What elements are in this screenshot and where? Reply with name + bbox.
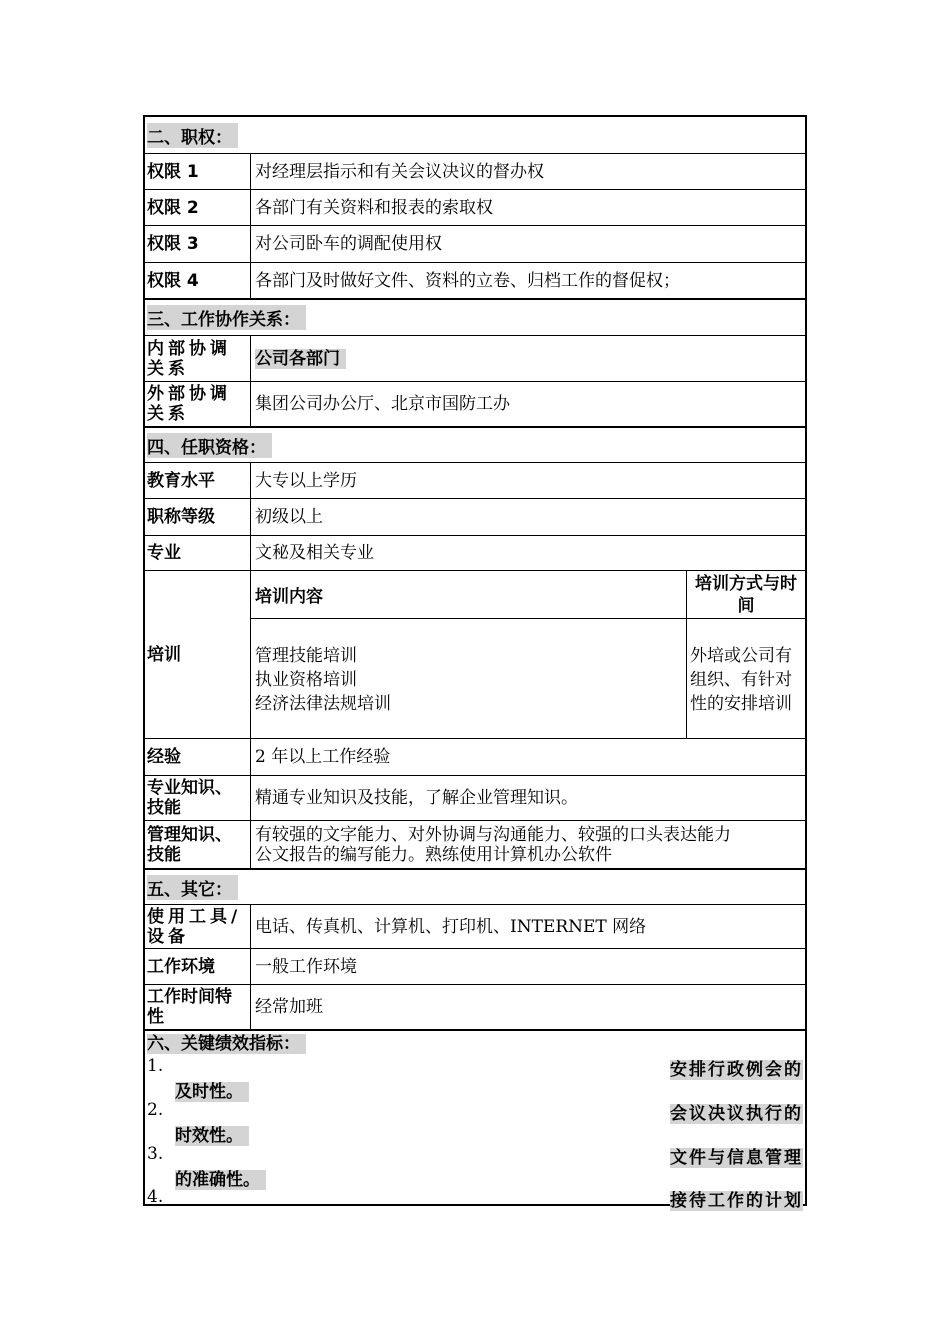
kpi-text: 文件与信息管理 [670,1148,803,1168]
section-header-powers [145,117,805,153]
qual-label: 培训 [145,571,251,738]
qual-value: 2 年以上工作经验 [255,747,391,767]
training-method-header: 培训方式与时间 [687,571,805,619]
qual-value: 精通专业知识及技能，了解企业管理知识。 [255,788,578,808]
power-label: 权限 2 [145,190,251,225]
power-value: 对经理层指示和有关会议决议的督办权 [255,161,544,182]
relation-label: 外部协调关系 [145,382,251,426]
power-row-2 [145,189,805,225]
kpi-number: 4. [147,1187,164,1207]
power-row-3 [145,225,805,262]
qual-label: 教育水平 [145,463,251,498]
qual-value: 有较强的文字能力、对外协调与沟通能力、较强的口头表达能力 公文报告的编写能力。熟练使用计算机办公软件 [255,825,731,865]
section-title-kpi: 六、关键绩效指标： [147,1033,306,1055]
relation-row-internal [145,335,805,381]
training-method: 外培或公司有组织、有针对性的安排培训 [690,646,792,714]
relation-label: 内部协调关系 [145,336,251,381]
other-value: 电话、传真机、计算机、打印机、INTERNET 网络 [255,916,647,937]
other-row-environment [145,948,805,984]
other-label: 工作时间特性 [145,985,251,1029]
training-item: 执业资格培训 [255,670,357,690]
kpi-number: 1. [147,1056,164,1076]
section-title: 四、任职资格： [147,433,272,458]
kpi-continuation: 及时性。 [175,1077,249,1102]
qual-value: 初级以上 [255,507,323,527]
relation-row-external [145,381,805,426]
training-items [251,619,687,738]
other-value: 经常加班 [255,997,323,1017]
qual-label: 专业知识、技能 [145,776,251,820]
kpi-text: 会议决议执行的 [670,1104,803,1124]
relation-value: 公司各部门 [251,336,805,381]
other-row-hours [145,984,805,1029]
power-value: 对公司卧车的调配使用权 [255,234,442,254]
other-label: 使用工具/设备 [145,905,251,948]
qual-row-experience [145,738,805,775]
qual-value: 文秘及相关专业 [255,543,374,563]
power-value: 各部门及时做好文件、资料的立卷、归档工作的督促权； [255,270,680,291]
kpi-text: 安排行政例会的 [670,1060,803,1080]
section-header-relations [145,298,805,335]
qual-row-training [145,570,805,738]
qual-row-pro-skill [145,775,805,820]
qual-value: 大专以上学历 [255,470,357,491]
training-content-header: 培训内容 [251,571,687,619]
qual-label: 专业 [145,536,251,570]
power-row-1 [145,153,805,189]
section-header-qualifications [145,426,805,462]
qual-row-title [145,498,805,535]
section-header-other [145,868,805,904]
training-grid [251,571,805,738]
qual-label: 职称等级 [145,499,251,535]
kpi-continuation: 时效性。 [175,1121,249,1146]
power-label: 权限 1 [145,154,251,189]
section-title: 五、其它： [147,875,238,900]
other-value: 一般工作环境 [255,956,357,977]
kpi-number: 2. [147,1100,164,1120]
kpi-text: 接待工作的计划 [670,1191,803,1211]
relation-value: 集团公司办公厅、北京市国防工办 [255,394,510,414]
kpi-continuation: 的准确性。 [175,1165,266,1190]
section-title: 三、工作协作关系： [147,305,306,330]
power-row-4 [145,262,805,298]
qual-row-major [145,535,805,570]
qual-label: 经验 [145,739,251,775]
other-row-tools [145,904,805,948]
qual-label: 管理知识、技能 [145,821,251,868]
power-value: 各部门有关资料和报表的索取权 [255,197,493,218]
qual-row-education [145,462,805,498]
kpi-number: 3. [147,1144,164,1164]
power-label: 权限 3 [145,226,251,262]
qual-row-mgmt-skill [145,820,805,868]
job-description-table [143,115,807,1211]
section-kpi [145,1029,805,1211]
section-title: 二、职权： [147,123,238,148]
training-item: 管理技能培训 [255,646,357,666]
power-label: 权限 4 [145,263,251,298]
training-item: 经济法律法规培训 [255,694,391,714]
other-label: 工作环境 [145,949,251,984]
